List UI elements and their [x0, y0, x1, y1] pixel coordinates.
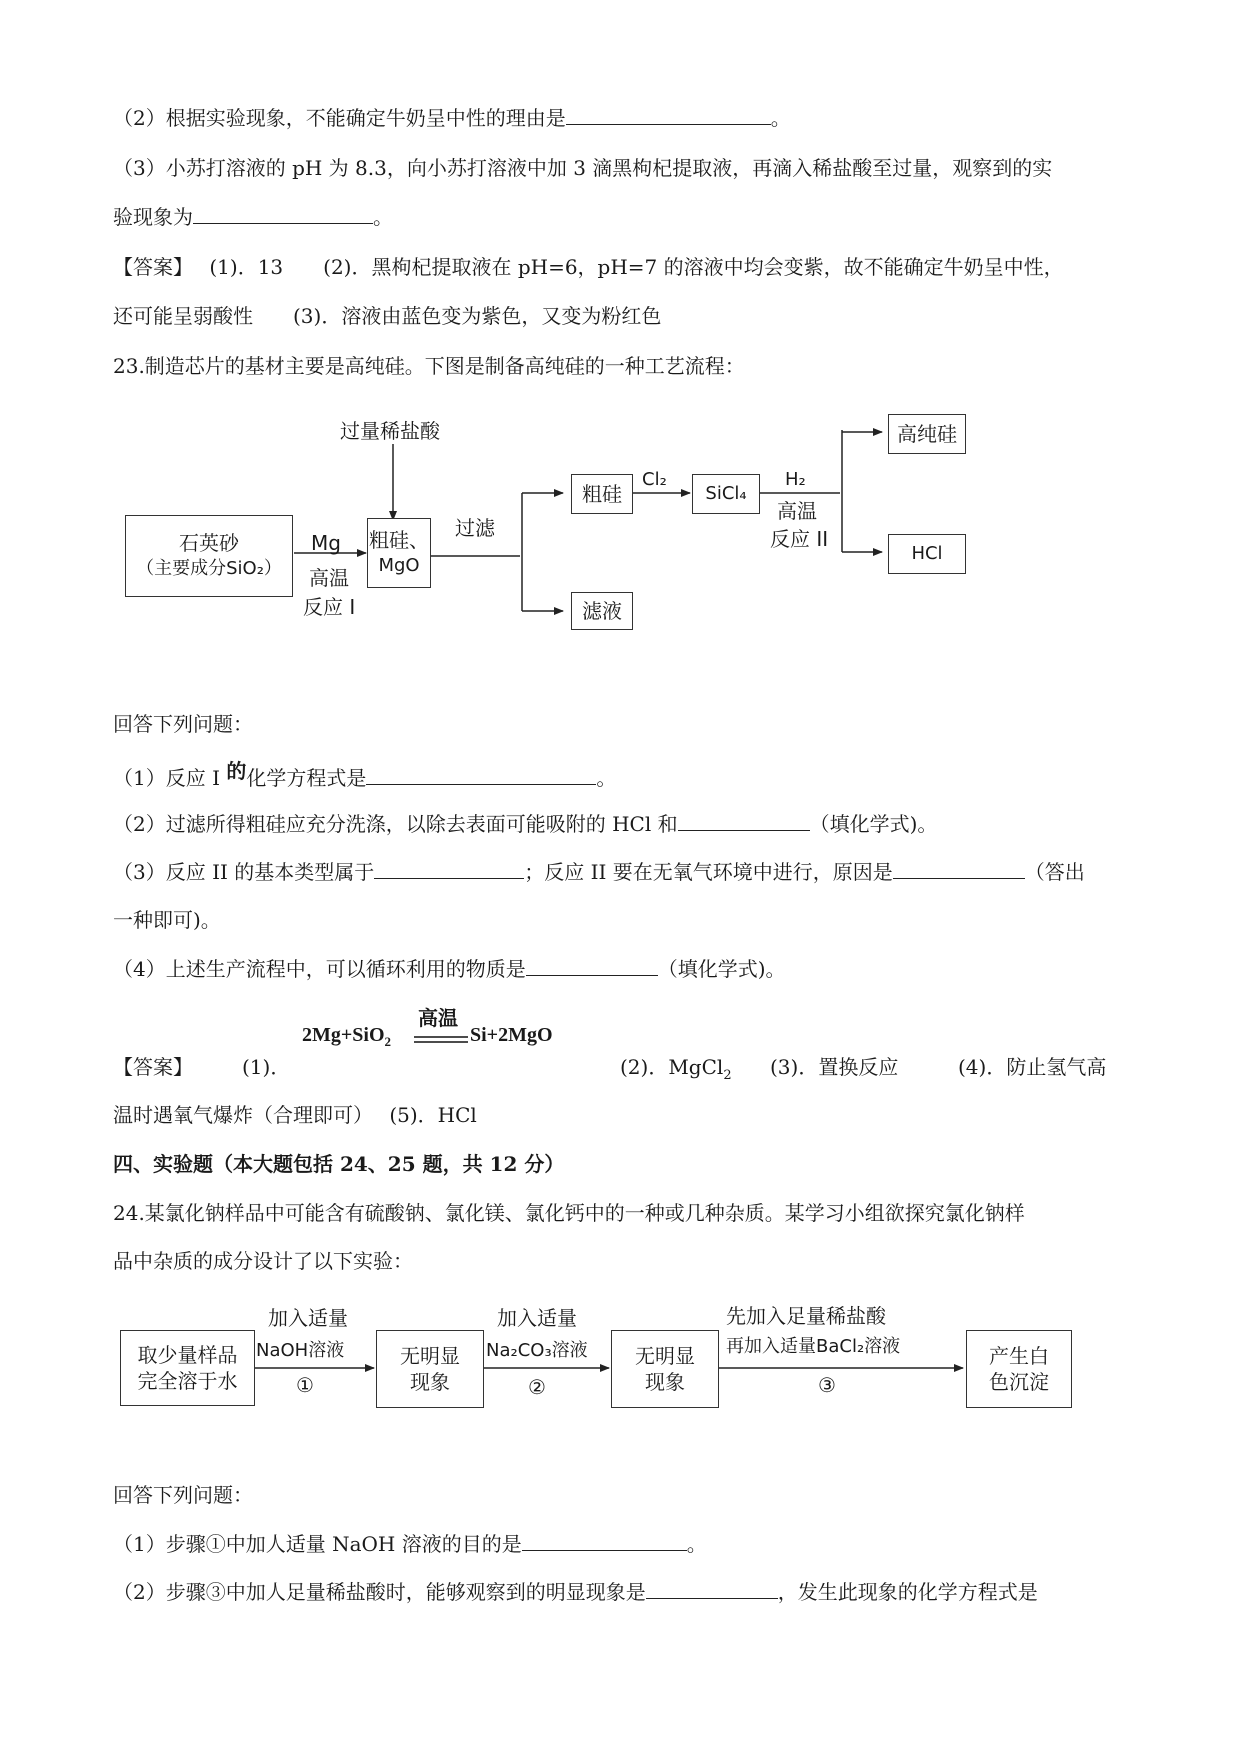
equation-right: Si+2MgO — [470, 1024, 553, 1046]
box-no-change-1-sublabel: 现象 — [410, 1370, 450, 1394]
q23-answer-part2-sub: 2 — [723, 1068, 732, 1083]
q22-answer-text: (1)．13 (2)．黑枸杞提取液在 pH=6，pH=7 的溶液中均会变紫，故不能确定牛奶呈中性， — [209, 255, 1064, 279]
label-filter: 过滤 — [455, 516, 495, 540]
box-quartz-sand — [125, 515, 293, 597]
step3-label-top: 先加入足量稀盐酸 — [726, 1304, 886, 1328]
q23-answer-line1 — [113, 1053, 193, 1081]
equation-equals-sign — [414, 1036, 468, 1044]
equation-condition: 高温 — [418, 1008, 458, 1030]
box-filtrate: 滤液 — [571, 592, 633, 630]
q23-sub4-text: （4）上述生产流程中，可以循环利用的物质是 — [113, 957, 526, 981]
q23-sub3-text-a: （3）反应 II 的基本类型属于 — [113, 860, 375, 884]
box-dissolve-sample — [120, 1330, 255, 1406]
q23-sub3-text-b: ；反应 II 要在无氧气环境中进行，原因是 — [524, 860, 893, 884]
q22-part3-text: 验现象为 — [113, 205, 193, 229]
step3-label-mid: 再加入适量BaCl₂溶液 — [726, 1336, 901, 1357]
q24-answer-prompt: 回答下列问题： — [113, 1483, 253, 1507]
q23-sub2-text: （2）过滤所得粗硅应充分洗涤，以除去表面可能吸附的 HCl 和 — [113, 812, 678, 836]
q24-sub2-end: ，发生此现象的化学方程式是 — [777, 1580, 1038, 1604]
box-no-change-2-sublabel: 现象 — [645, 1370, 685, 1394]
answer-blank[interactable] — [522, 1530, 687, 1551]
step1-label-top: 加入适量 — [268, 1306, 348, 1330]
q23-sub1-text: （1）反应 I — [113, 766, 227, 790]
box-crude-mix-label: 粗硅、 — [369, 528, 429, 552]
label-reaction-2: 反应 II — [770, 527, 829, 551]
step3-number: ③ — [818, 1373, 836, 1397]
q22-part3-line1: （3）小苏打溶液的 pH 为 8.3，向小苏打溶液中加 3 滴黑枸杞提取液，再滴入稀盐酸至过量，观察到的实 — [113, 156, 1053, 180]
q23-sub2-end: （填化学式)。 — [809, 812, 938, 836]
q24-stem-line2: 品中杂质的成分设计了以下实验： — [113, 1249, 413, 1273]
box-white-precipitate-sublabel: 色沉淀 — [989, 1370, 1049, 1394]
equation-subscript: 2 — [384, 1034, 392, 1049]
box-crude-si: 粗硅 — [571, 474, 633, 514]
answer-blank[interactable] — [526, 955, 658, 976]
q24-sub2 — [113, 1578, 1038, 1606]
q23-sub2 — [113, 810, 937, 838]
punct: 。 — [596, 766, 617, 790]
box-crude-mix — [367, 518, 431, 588]
step2-number: ② — [528, 1375, 546, 1399]
q23-answer-part2 — [620, 1053, 732, 1085]
answer-label: 【答案】 — [113, 255, 183, 279]
box-no-change-2 — [611, 1330, 719, 1408]
step2-label-mid: Na₂CO₃溶液 — [486, 1340, 588, 1361]
q23-answer-part1: (1)． — [242, 1055, 291, 1079]
q23-answer-part2-text: (2)．MgCl — [620, 1055, 724, 1079]
equation-left-text: 2Mg+SiO — [302, 1024, 385, 1046]
box-no-change-1-label: 无明显 — [400, 1344, 460, 1368]
q23-answer-part3: (3)．置换反应 — [770, 1055, 899, 1079]
q23-sub4 — [113, 955, 786, 983]
q23-sub3-text-c: （答出 — [1024, 860, 1085, 884]
box-sicl4: SiCl₄ — [692, 474, 760, 514]
box-quartz-sand-sublabel: （主要成分SiO₂） — [136, 558, 282, 579]
q23-answer-line2: 温时遇氧气爆炸（合理即可） (5)．HCl — [113, 1103, 477, 1127]
section-heading: 四、实验题（本大题包括 24、25 题，共 12 分） — [113, 1152, 565, 1176]
label-mg: Mg — [311, 531, 341, 555]
answer-label: 【答案】 — [113, 1055, 193, 1079]
label-reaction-1: 反应 I — [303, 595, 356, 619]
q24-sub1-text: （1）步骤①中加人适量 NaOH 溶液的目的是 — [113, 1532, 522, 1556]
box-quartz-sand-label: 石英砂 — [179, 531, 239, 555]
label-h2: H₂ — [785, 469, 806, 490]
answer-blank[interactable] — [893, 858, 1025, 879]
q24-stem-line1: 24.某氯化钠样品中可能含有硫酸钠、氯化镁、氯化钙中的一种或几种杂质。某学习小组欲探究氯化钠样 — [113, 1201, 1025, 1225]
q23-sub3 — [113, 858, 1085, 886]
answer-blank[interactable] — [374, 858, 524, 879]
q23-answer-prompt: 回答下列问题： — [113, 712, 253, 736]
q23-sub4-end: （填化学式)。 — [657, 957, 786, 981]
answer-blank[interactable] — [366, 764, 596, 785]
box-dissolve-sample-label: 取少量样品 — [137, 1343, 238, 1367]
step1-number: ① — [296, 1373, 314, 1397]
box-no-change-1 — [376, 1330, 484, 1408]
q22-part2-text: （2）根据实验现象，不能确定牛奶呈中性的理由是 — [113, 106, 566, 130]
answer-blank[interactable] — [678, 810, 810, 831]
q24-sub1 — [113, 1530, 707, 1558]
box-crude-mix-sublabel: MgO — [378, 555, 420, 576]
step2-label-top: 加入适量 — [497, 1306, 577, 1330]
step1-label-mid: NaOH溶液 — [256, 1340, 345, 1361]
q23-sub1-de: 的 — [226, 759, 247, 783]
q23-answer-part4: (4)．防止氢气高 — [958, 1055, 1107, 1079]
box-dissolve-sample-sublabel: 完全溶于水 — [137, 1369, 238, 1393]
q24-sub2-text: （2）步骤③中加人足量稀盐酸时，能够观察到的明显现象是 — [113, 1580, 646, 1604]
punct: 。 — [373, 205, 393, 229]
label-high-temp-1: 高温 — [309, 566, 349, 590]
punct: 。 — [770, 106, 791, 130]
q23-sub1 — [113, 759, 617, 792]
q23-sub3-line2: 一种即可)。 — [113, 908, 221, 932]
answer-blank[interactable] — [646, 1578, 778, 1599]
q23-stem: 23.制造芯片的基材主要是高纯硅。下图是制备高纯硅的一种工艺流程： — [113, 354, 745, 378]
q22-answer-line2: 还可能呈弱酸性 (3)．溶液由蓝色变为紫色，又变为粉红色 — [113, 304, 662, 328]
box-white-precipitate — [966, 1330, 1072, 1408]
label-cl2: Cl₂ — [642, 469, 667, 490]
label-excess-hcl: 过量稀盐酸 — [340, 419, 440, 443]
box-hcl: HCl — [888, 534, 966, 574]
punct: 。 — [686, 1532, 707, 1556]
equation-left — [302, 1024, 391, 1047]
box-pure-si: 高纯硅 — [888, 414, 966, 454]
q23-sub1-rest: 化学方程式是 — [246, 766, 367, 790]
box-no-change-2-label: 无明显 — [635, 1344, 695, 1368]
box-white-precipitate-label: 产生白 — [989, 1344, 1049, 1368]
label-high-temp-2: 高温 — [777, 499, 817, 523]
